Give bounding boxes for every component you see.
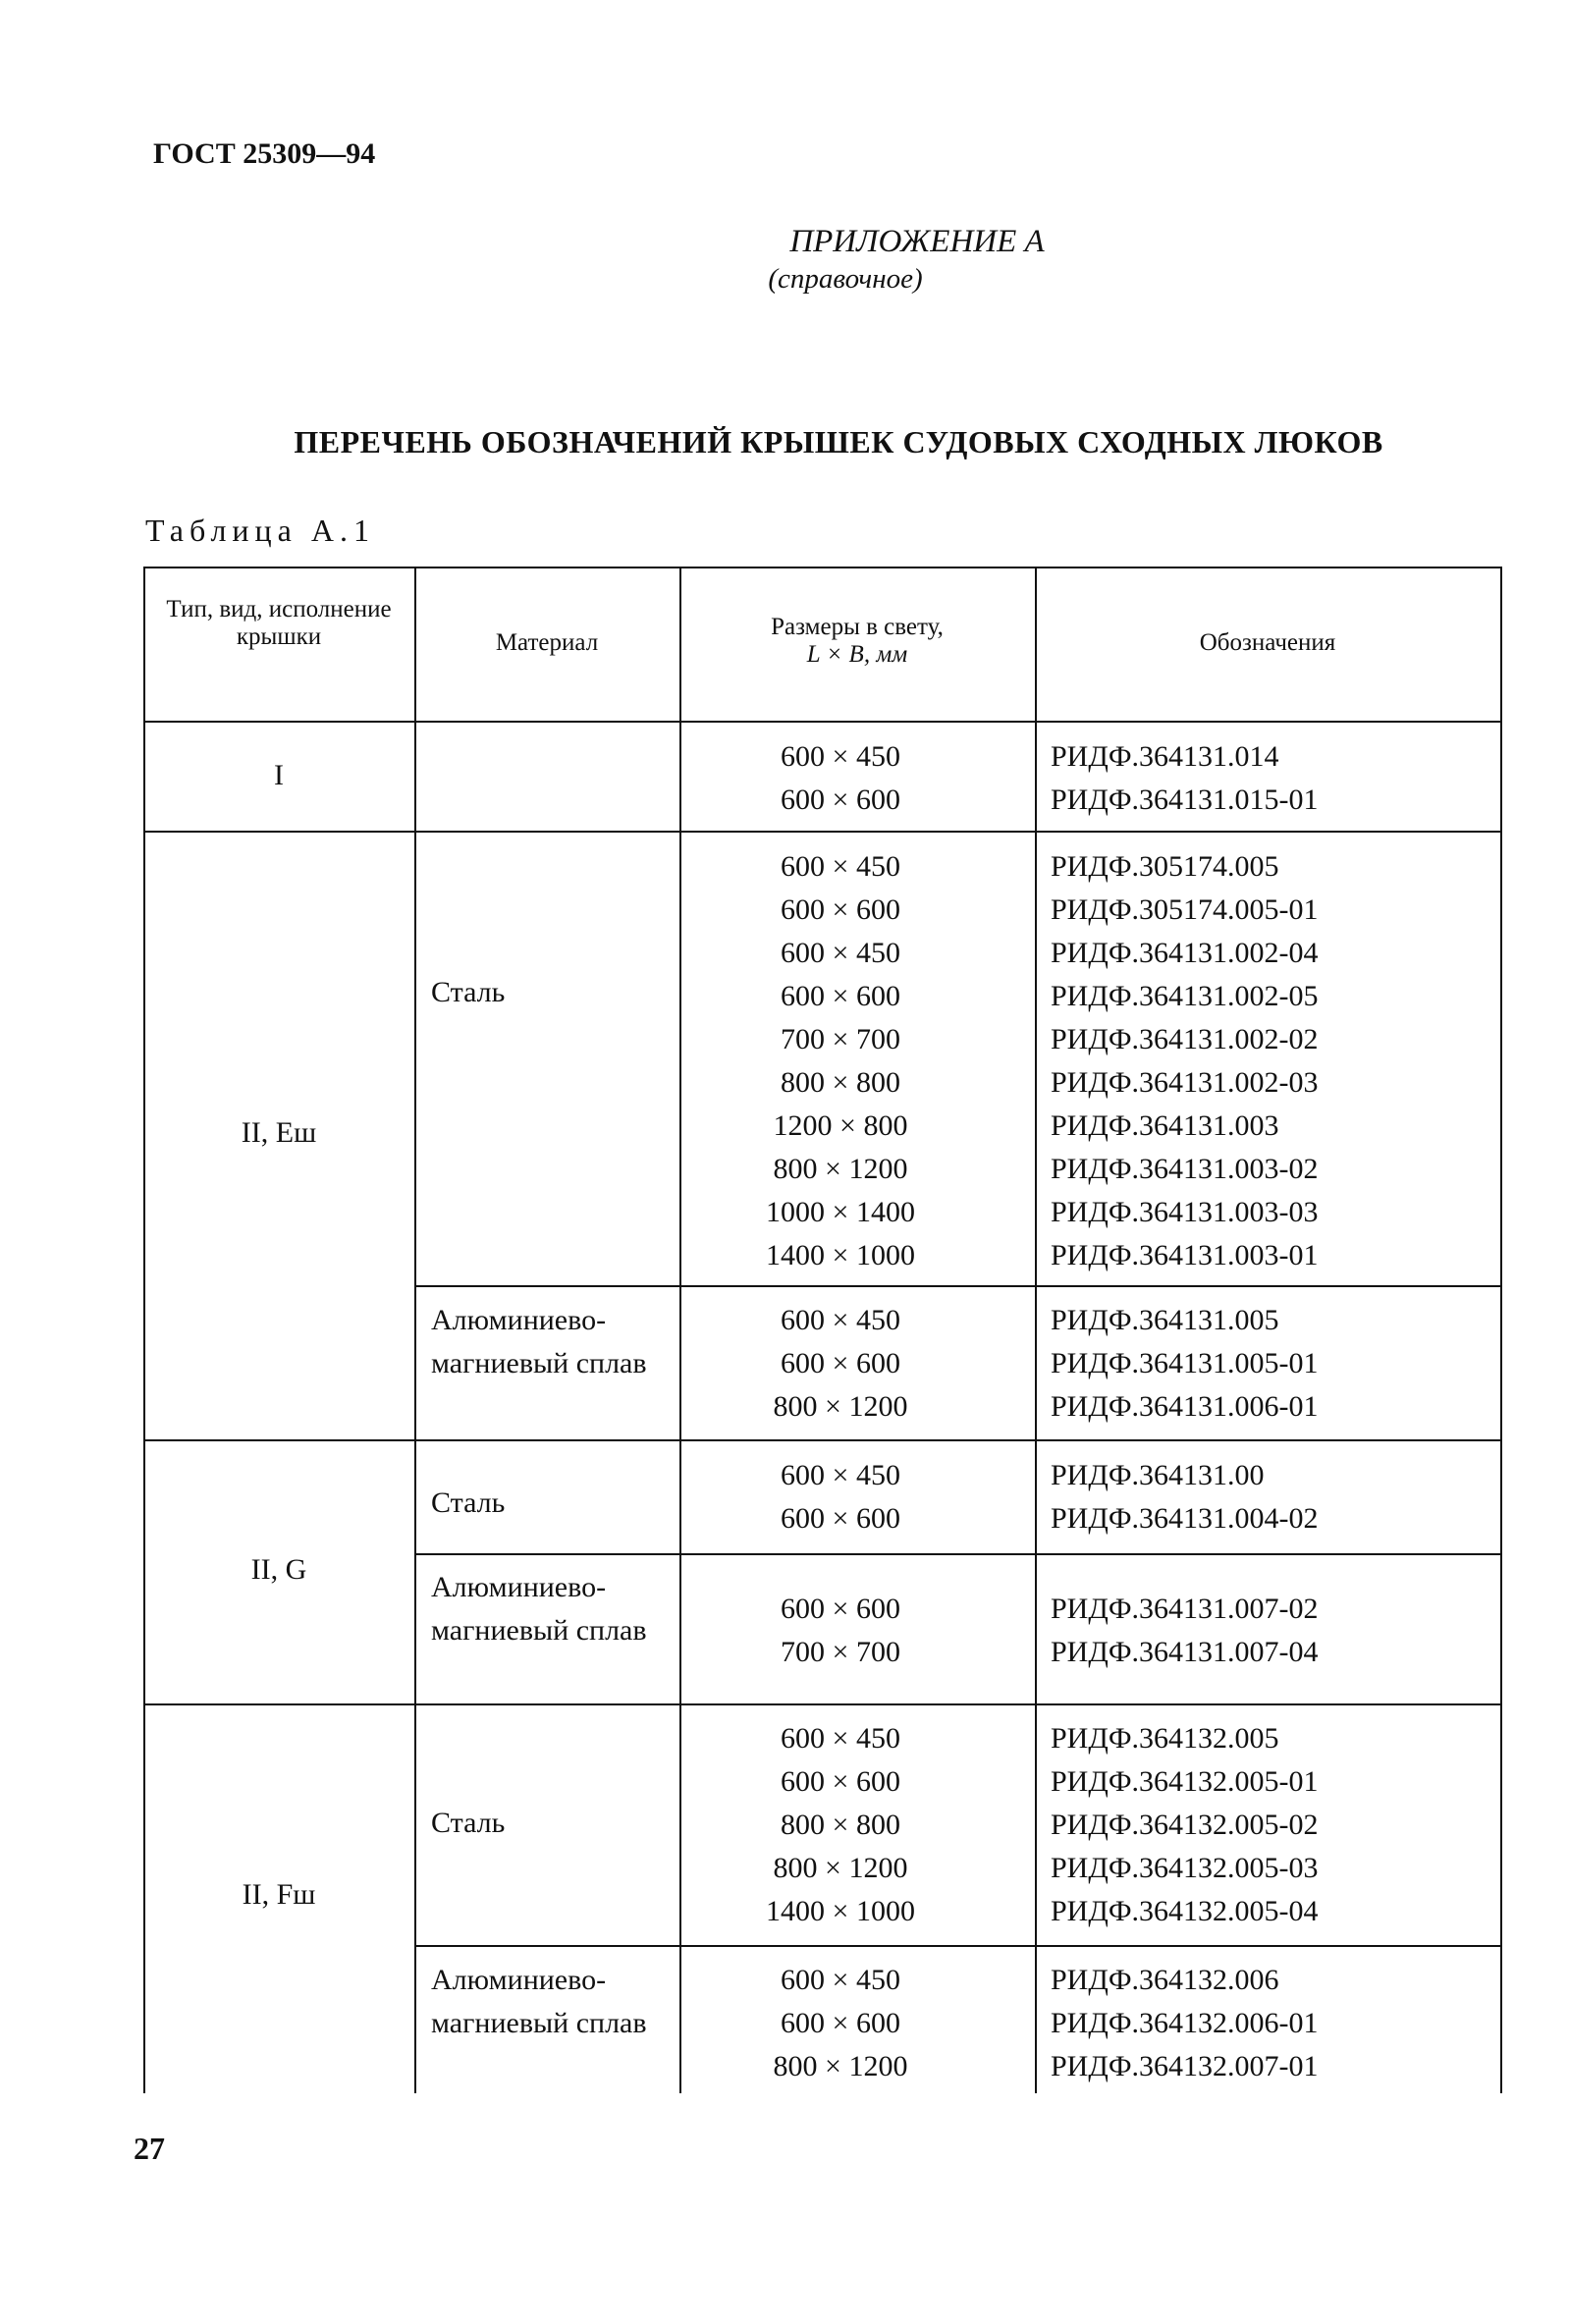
type-cell: II, Fш bbox=[242, 1878, 316, 1911]
type-cell: I bbox=[274, 759, 284, 791]
material-cell: Сталь bbox=[431, 1486, 506, 1519]
page-number: 27 bbox=[134, 2131, 165, 2166]
size-list: 600 × 450 600 × 600 800 × 1200 bbox=[773, 1304, 908, 1423]
material-cell: Алюминиево-магниевый сплав bbox=[431, 1964, 647, 2039]
designation-list: РИДФ.364131.014 РИДФ.364131.015-01 bbox=[1051, 740, 1319, 816]
designation-list: РИДФ.364131.007-02 РИДФ.364131.007-04 bbox=[1051, 1593, 1319, 1668]
main-title: ПЕРЕЧЕНЬ ОБОЗНАЧЕНИЙ КРЫШЕК СУДОВЫХ СХОДНЫХ ЛЮКОВ bbox=[294, 424, 1383, 459]
material-cell: Сталь bbox=[431, 1807, 506, 1839]
size-list: 600 × 600 700 × 700 bbox=[781, 1593, 900, 1668]
document-code: ГОСТ 25309—94 bbox=[153, 137, 376, 170]
designation-list: РИДФ.364132.006 РИДФ.364132.006-01 РИДФ.364132.007-01 bbox=[1051, 1964, 1319, 2082]
type-cell: II, G bbox=[250, 1553, 307, 1586]
appendix-note: (справочное) bbox=[768, 263, 923, 295]
material-cell: Алюминиево-магниевый сплав bbox=[431, 1571, 647, 1647]
designation-list: РИДФ.305174.005 РИДФ.305174.005-01 РИДФ.364131.002-04 РИДФ.364131.002-05 РИДФ.364131.002-02 РИДФ.364131.002-03 РИДФ.364131.003 РИДФ.364131.003-02 РИДФ.364131.003-03 РИДФ.364131.003-01 bbox=[1051, 850, 1319, 1271]
table-label: Таблица А.1 bbox=[145, 513, 375, 548]
header-size: Размеры в свету, L × B, мм bbox=[771, 614, 944, 668]
designation-list: РИДФ.364131.005 РИДФ.364131.005-01 РИДФ.364131.006-01 bbox=[1051, 1304, 1319, 1423]
size-list: 600 × 450 600 × 600 800 × 800 800 × 1200 1400 × 1000 bbox=[766, 1722, 915, 1927]
size-list: 600 × 450 600 × 600 bbox=[781, 740, 900, 816]
header-type: Тип, вид, исполнение крышки bbox=[166, 596, 392, 650]
size-list: 600 × 450 600 × 600 600 × 450 600 × 600 700 × 700 800 × 800 1200 × 800 800 × 1200 1000 × 1400 1400 × 1000 bbox=[766, 850, 915, 1271]
size-list: 600 × 450 600 × 600 800 × 1200 bbox=[773, 1964, 908, 2082]
material-cell: Сталь bbox=[431, 976, 506, 1008]
header-designation: Обозначения bbox=[1199, 629, 1336, 656]
designation-list: РИДФ.364132.005 РИДФ.364132.005-01 РИДФ.364132.005-02 РИДФ.364132.005-03 РИДФ.364132.005-04 bbox=[1051, 1722, 1319, 1927]
designations-table bbox=[143, 567, 1502, 2093]
designation-list: РИДФ.364131.00 РИДФ.364131.004-02 bbox=[1051, 1459, 1319, 1535]
type-cell: II, Еш bbox=[241, 1116, 317, 1149]
appendix-title: ПРИЛОЖЕНИЕ А bbox=[789, 224, 1045, 259]
header-material: Материал bbox=[495, 629, 599, 656]
size-list: 600 × 450 600 × 600 bbox=[781, 1459, 900, 1535]
material-cell: Алюминиево-магниевый сплав bbox=[431, 1304, 647, 1379]
